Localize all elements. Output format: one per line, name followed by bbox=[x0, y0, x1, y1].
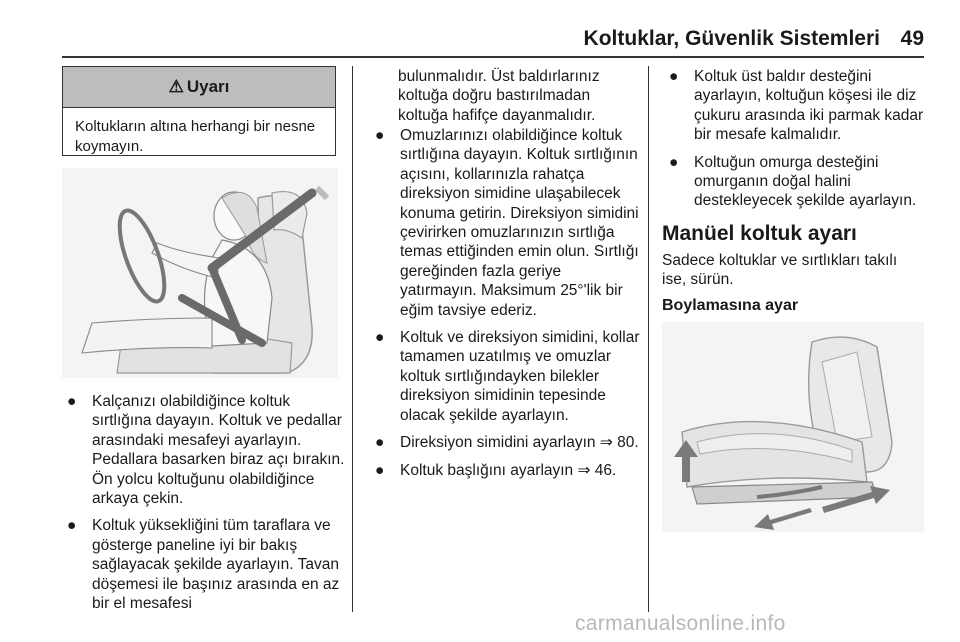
bullet-list-col2 bbox=[370, 126, 640, 488]
intro-text: Sadece koltuklar ve sırtlıkları takılı ise, sürün. bbox=[662, 252, 898, 289]
list-item: ● Koltuk üst baldır desteğini ayarlayın, koltuğun köşesi ile diz çukuru arasında iki parmak kadar bir mesafe kalmalıdır. bbox=[669, 68, 924, 144]
seat-adjustment-figure bbox=[662, 322, 924, 532]
subsection-heading: Boylamasına ayar bbox=[662, 297, 799, 314]
list-item-text: Omuzlarınızı olabildiğince koltuk sırtlığına dayayın. Koltuk sırtlığının açısını, kollarınızla rahatça direksiyon simidine ulaşabilecek konuma getirin. Direksiyon simidini çevirirken omuzlarınızın sırtlığa temas ettiğinden emin olun. Sırtlığı gereğinden fazla geriye yatırmayın. Maksimum 25°'lik bir eğim tavsiye ederiz. bbox=[400, 127, 639, 319]
header-rule bbox=[62, 56, 924, 58]
column-divider-1 bbox=[352, 66, 353, 612]
warning-header bbox=[63, 67, 335, 108]
warning-title: Uyarı bbox=[186, 77, 230, 96]
list-item-text: Direksiyon simidini ayarlayın ⇒ 80. bbox=[400, 434, 639, 452]
list-item: ● Omuzlarınızı olabildiğince koltuk sırtlığına dayayın. Koltuk sırtlığının açısını, kollarınızla rahatça direksiyon simidine ulaşabilecek konuma getirin. Direksiyon simidini çevirirken omuzlarınızın sırtlığa temas ettiğinden emin olun. Sırtlığı gereğinden fazla geriye yatırmayın. Maksimum 25°'lik bir eğim tavsiye ederiz. bbox=[375, 127, 639, 319]
bullet-list-col1 bbox=[62, 392, 347, 621]
list-item-text: Koltuk üst baldır desteğini ayarlayın, koltuğun köşesi ile diz çukuru arasında iki parmak kadar bir mesafe kalmalıdır. bbox=[694, 68, 924, 144]
page-number: 49 bbox=[900, 27, 924, 50]
warning-triangle-icon: ⚠ bbox=[168, 77, 184, 96]
list-item-text: Koltuk yüksekliğini tüm taraflara ve gösterge paneline iyi bir bakış sağlayacak şekilde ayarlayın. Tavan döşemesi ile başınız arasında en az bir el mesafesi bbox=[92, 517, 340, 613]
section-title: Koltuklar, Güvenlik Sistemleri bbox=[583, 27, 880, 50]
list-item-text: Kalçanızı olabildiğince koltuk sırtlığına dayayın. Koltuk ve pedallar arasındaki mesafeyi ayarlayın. Pedallara basarken biraz açı bırakın. Ön yolcu koltuğunu olabildiğince arkaya çekin. bbox=[92, 393, 345, 508]
seated-driver-figure bbox=[62, 168, 338, 378]
warning-text: Koltukların altına herhangi bir nesne koymayın. bbox=[75, 118, 316, 155]
warning-box bbox=[62, 66, 336, 156]
list-item: ● Koltuk yüksekliğini tüm taraflara ve gösterge paneline iyi bir bakış sağlayacak şekilde ayarlayın. Tavan döşemesi ile başınız arasında en az bir el mesafesi bbox=[67, 517, 340, 613]
page-header bbox=[0, 0, 960, 58]
bullet-list-col3 bbox=[664, 67, 932, 219]
list-item: ● Koltuğun omurga desteğini omurganın doğal halini destekleyecek şekilde ayarlayın. bbox=[669, 153, 917, 210]
list-item-text: Koltuğun omurga desteğini omurganın doğal halini destekleyecek şekilde ayarlayın. bbox=[694, 153, 917, 210]
list-item-text: Koltuk başlığını ayarlayın ⇒ 46. bbox=[400, 461, 617, 479]
watermark: carmanualsonline.info bbox=[575, 612, 786, 635]
list-item-text: Koltuk ve direksiyon simidini, kollar tamamen uzatılmış ve omuzlar koltuk sırtlığındayken bilekler direksiyon simidinin tepesinde olacak şekilde ayarlayın. bbox=[400, 329, 640, 424]
list-item: ● Kalçanızı olabildiğince koltuk sırtlığına dayayın. Koltuk ve pedallar arasındaki mesafeyi ayarlayın. Pedallara basarken biraz açı bırakın. Ön yolcu koltuğunu olabildiğince arkaya çekin. bbox=[67, 393, 345, 508]
continuation-text: bulunmalıdır. Üst baldırlarınız koltuğa doğru bastırılmadan koltuğa hafifçe dayanmalıdır. bbox=[398, 68, 600, 124]
column-divider-2 bbox=[648, 66, 649, 612]
section-heading: Manüel koltuk ayarı bbox=[662, 222, 857, 245]
list-item: ● Direksiyon simidini ayarlayın ⇒ 80. bbox=[375, 434, 639, 452]
list-item: ● Koltuk ve direksiyon simidini, kollar tamamen uzatılmış ve omuzlar koltuk sırtlığındayken bilekler direksiyon simidinin tepesinde olacak şekilde ayarlayın. bbox=[375, 329, 640, 424]
list-item: ● Koltuk başlığını ayarlayın ⇒ 46. bbox=[375, 461, 617, 479]
